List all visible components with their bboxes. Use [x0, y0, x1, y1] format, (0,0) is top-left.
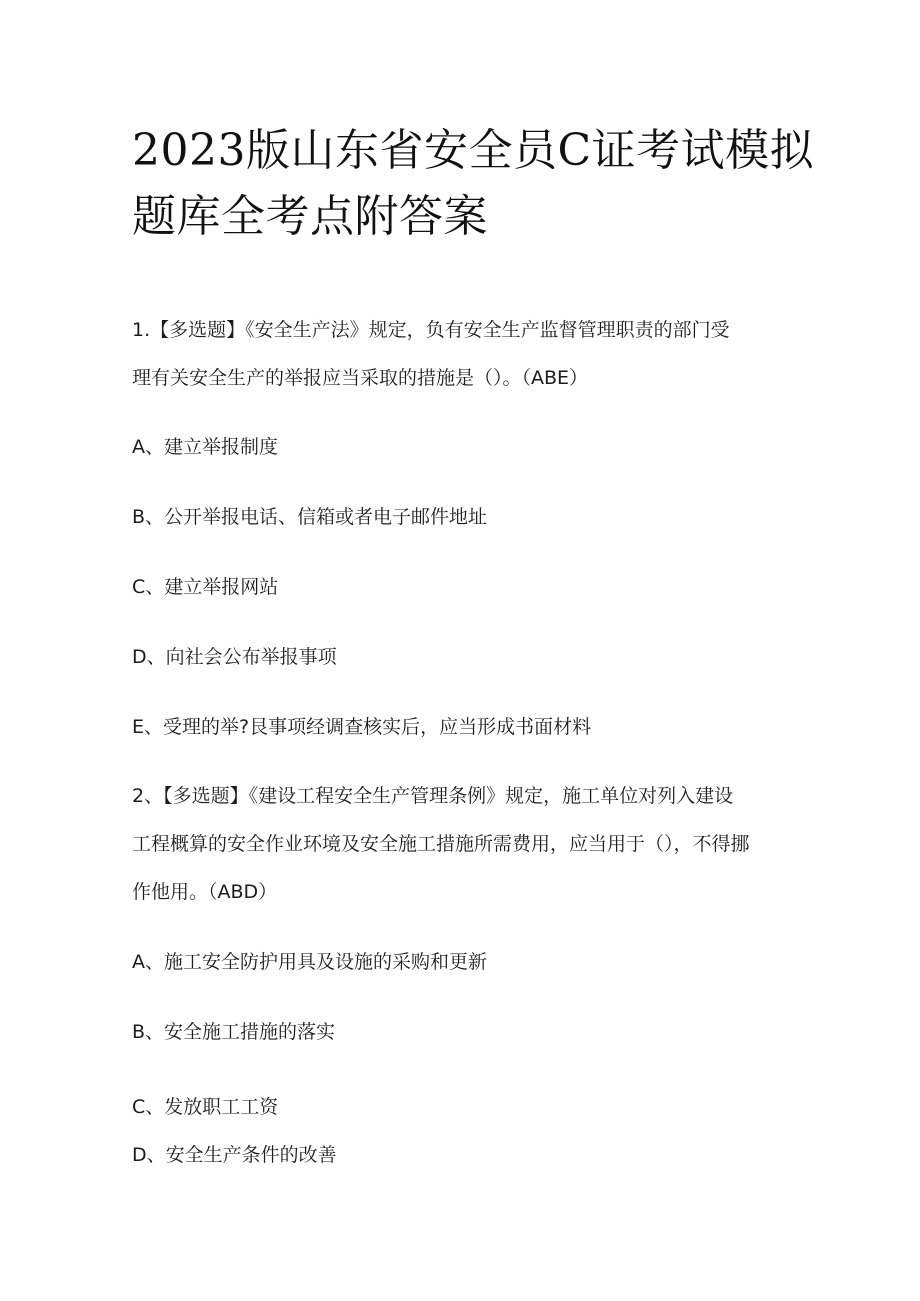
- question-1-option-b: B、公开举报电话、信箱或者电子邮件地址: [132, 506, 488, 528]
- question-2-option-d: D、安全生产条件的改善: [132, 1144, 337, 1166]
- question-1-text-line-2: 理有关安全生产的举报应当采取的措施是（）。（ABE）: [132, 367, 589, 389]
- question-2-text-line-3: 作他用。（ABD）: [132, 881, 278, 903]
- question-1-option-d: D、向社会公布举报事项: [132, 646, 337, 668]
- question-2-text-line-1: 2、【多选题】《建设工程安全生产管理条例》规定，施工单位对列入建设: [132, 785, 734, 807]
- title-line-2: 题库全考点附答案: [132, 191, 488, 242]
- document-title: [132, 118, 815, 250]
- question-2-option-b: B、安全施工措施的落实: [132, 1021, 336, 1043]
- question-1-option-e: E、受理的举?艮事项经调查核实后，应当形成书面材料: [132, 716, 592, 738]
- title-line-1: 2023版山东省安全员C证考试模拟: [132, 125, 815, 176]
- question-1-option-c: C、建立举报网站: [132, 576, 279, 598]
- question-1-text-line-1: 1.【多选题】《安全生产法》规定，负有安全生产监督管理职责的部门受: [132, 319, 730, 341]
- question-2-option-a: A、施工安全防护用具及设施的采购和更新: [132, 951, 487, 973]
- question-2-text-line-2: 工程概算的安全作业环境及安全施工措施所需费用，应当用于（），不得挪: [132, 833, 750, 855]
- question-1-option-a: A、建立举报制度: [132, 436, 278, 458]
- question-2-option-c: C、发放职工工资: [132, 1096, 279, 1118]
